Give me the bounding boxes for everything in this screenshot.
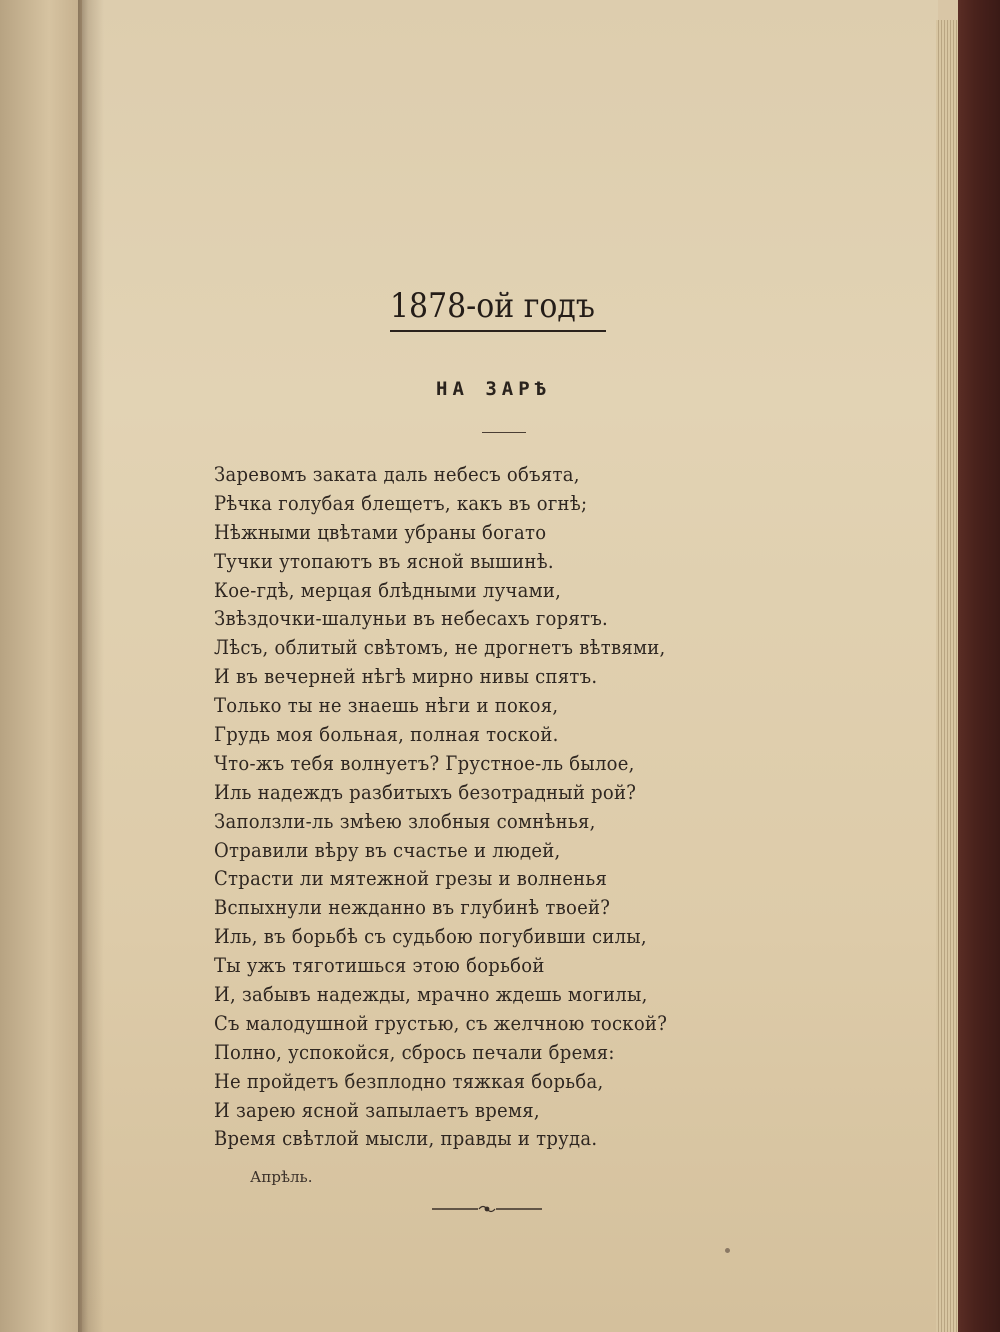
poem-line: Полно, успокойся, сбрось печали бремя: (214, 1039, 615, 1064)
poem-line: Рѣчка голубая блещетъ, какъ въ огнѣ; (214, 490, 588, 515)
poem-line: Время свѣтлой мысли, правды и труда. (214, 1126, 598, 1151)
poem-line: Отравили вѣру въ счастье и людей, (214, 837, 561, 862)
poem-line: Что-жъ тебя волнуетъ? Грустное-ль былое, (214, 750, 635, 775)
title-divider (482, 432, 526, 433)
poem-line: Заползли-ль змѣею злобныя сомнѣнья, (214, 808, 596, 833)
poem-line: Иль надеждъ разбитыхъ безотрадный рой? (214, 779, 637, 804)
poem-line: Нѣжными цвѣтами убраны богато (214, 519, 547, 544)
poem-line: Только ты не знаешь нѣги и покоя, (214, 693, 559, 718)
poem-date: Апрѣль. (250, 1168, 313, 1186)
gutter-shadow (78, 0, 104, 1332)
poem-line: Кое-гдѣ, мерцая блѣдными лучами, (214, 577, 562, 602)
poem-line: И зарею ясной запылаетъ время, (214, 1097, 540, 1122)
poem-line: И въ вечерней нѣгѣ мирно нивы спятъ. (214, 664, 598, 689)
poem-line: Звѣздочки-шалуньи въ небесахъ горятъ. (214, 606, 609, 631)
poem-lines (214, 460, 717, 1153)
poem-line: Иль, въ борьбѣ съ судьбою погубивши силы, (214, 924, 647, 949)
poem-line: Не пройдетъ безплодно тяжкая борьба, (214, 1068, 604, 1093)
poem-title: НА ЗАРѢ (436, 378, 552, 400)
poem-line: Заревомъ заката даль небесъ объята, (214, 462, 580, 486)
poem-line: Тучки утопаютъ въ ясной вышинѣ. (214, 548, 554, 573)
poem-line: И, забывъ надежды, мрачно ждешь могилы, (214, 982, 648, 1007)
ornament-divider-icon (432, 1203, 542, 1215)
poem-line: Страсти ли мятежной грезы и волненья (214, 866, 608, 891)
book-cover (958, 0, 1000, 1332)
title-underline (390, 330, 606, 332)
chapter-title: 1878-ой годъ (390, 286, 595, 326)
poem-line: Ты ужъ тяготишься этою борьбой (214, 953, 545, 978)
page-edges (936, 20, 960, 1332)
paper-speck (725, 1248, 730, 1253)
poem-line: Вспыхнули нежданно въ глубинѣ твоей? (214, 895, 611, 920)
poem-line: Съ малодушной грустью, съ желчною тоской? (214, 1010, 668, 1035)
poem-line: Лѣсъ, облитый свѣтомъ, не дрогнетъ вѣтвями, (214, 635, 666, 660)
poem-line: Грудь моя больная, полная тоской. (214, 722, 559, 747)
left-page-edge (0, 0, 82, 1332)
